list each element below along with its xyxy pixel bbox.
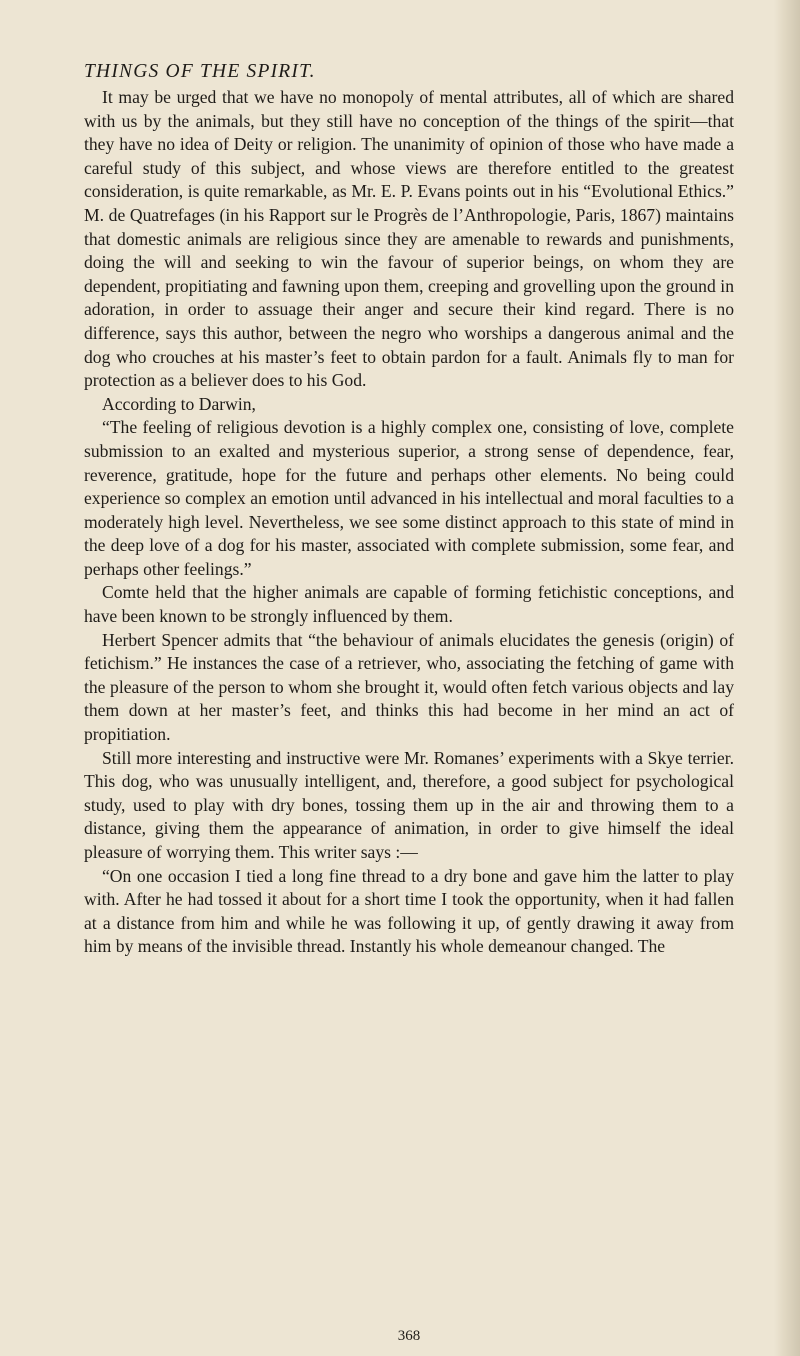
body-text [84,86,734,959]
quotation: “The feeling of religious devotion is a highly complex one, consisting of love, complete submission to an exalted and mysterious superior, a strong sense of dependence, fear, reverence, gratitude, hope for the future and perhaps other elements. No being could experience so complex an emotion until advanced in his intellectual and moral faculties to a moderately high level. Nevertheless, we see some distinct approach to this state of mind in the deep love of a dog for his master, associated with complete submission, some fear, and perhaps other feelings.” [84,417,734,579]
quotation: “On one occasion I tied a long fine thread to a dry bone and gave him the latter to play with. After he had tossed it about for a short time I took the opportunity, when it had fallen at a distance from him and while he was following it up, of gently drawing it away from him by means of the invisible thread. Instantly his whole demeanour changed. The [84,865,734,957]
paragraph: According to Darwin, [102,393,256,414]
running-head: THINGS OF THE SPIRIT. [84,61,316,82]
paragraph: Herbert Spencer admits that “the behaviour of animals elucidates the genesis (origin) of fetichism.” He instances the case of a retriever, who, associating the fetching of game with the pleasure of the person to whom she brought it, would often fetch various objects and lay them down at her master’s feet, and thinks this had become in her mind an act of propitiation. [84,629,734,745]
page-number: 368 [397,1328,421,1344]
paragraph: Still more interesting and instructive were Mr. Romanes’ experiments with a Skye terrier. This dog, who was unusually intelligent, and, therefore, a good subject for psychological study, used to play with dry bones, tossing them up in the air and throwing them to a distance, giving them the appearance of animation, in order to give himself the ideal pleasure of worrying them. This writer says :— [84,747,734,862]
book-page [84,58,734,1344]
paragraph: Comte held that the higher animals are capable of forming fetichistic conceptions, and have been known to be strongly influenced by them. [84,582,734,627]
page-edge-shadow [774,0,800,1356]
paragraph: It may be urged that we have no monopoly of mental attributes, all of which are shared with us by the animals, but they still have no conception of the things of the spirit—that they have no idea of Deity or religion. The unanimity of opinion of those who have made a careful study of this subject, and whose views are therefore entitled to the greatest consideration, is quite remarkable, as Mr. E. P. Evans points out in his “Evolutional Ethics.” M. de Quatrefages (in his Rapport sur le Progrès de l’Anthropologie, Paris, 1867) maintains that domestic animals are religious since they are amenable to rewards and punishments, doing the will and seeking to win the favour of superior beings, on whom they are dependent, propitiating and fawning upon them, creeping and grovelling upon the ground in adoration, in order to assuage their anger and secure their kind regard. There is no difference, says this author, between the negro who worships a dangerous animal and the dog who crouches at his master’s feet to obtain pardon for a fault. Animals fly to man for protection as a believer does to his God. [84,87,734,391]
